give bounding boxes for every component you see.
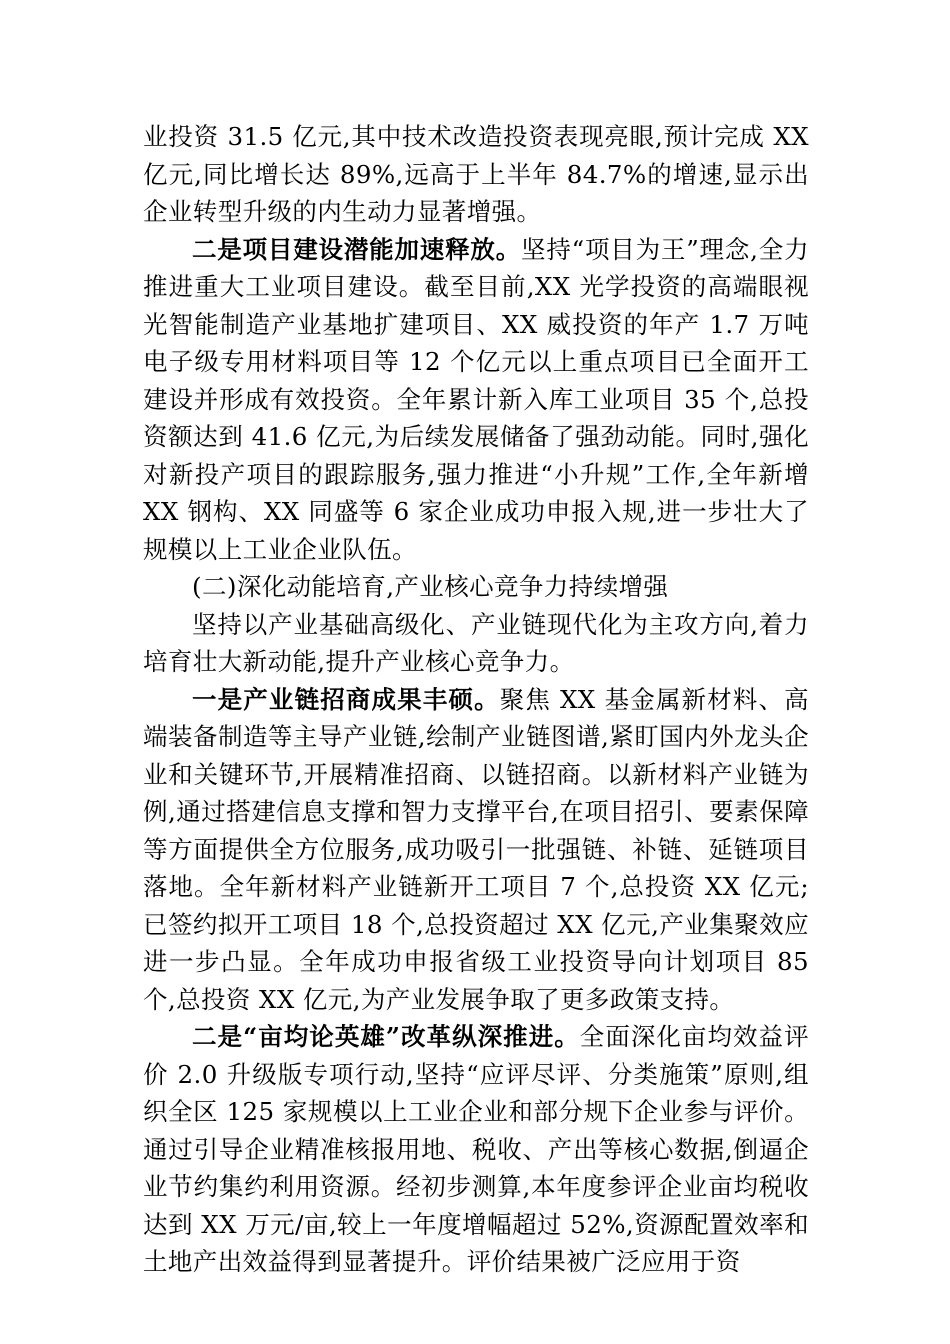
paragraph-industrial-investment: [143, 118, 809, 231]
paragraph-text: 业投资 31.5 亿元,其中技术改造投资表现亮眼,预计完成 XX 亿元,同比增长达 89%,远高于上半年 84.7%的增速,显示出企业转型升级的内生动力显著增强。: [143, 122, 809, 226]
document-body: [143, 118, 809, 1281]
paragraph-section-intro: [143, 606, 809, 681]
paragraph-text: 聚焦 XX 基金属新材料、高端装备制造等主导产业链,绘制产业链图谱,紧盯国内外龙头企业和关键环节,开展精准招商、以链招商。以新材料产业链为例,通过搭建信息支撑和智力支撑平台,在项目招引、要素保障等方面提供全方位服务,成功吸引一批强链、补链、延链项目落地。全年新材料产业链新开工项目 7 个,总投资 XX 亿元;已签约拟开工项目 18 个,总投资超过 XX 亿元,产业集聚效应进一步凸显。全年成功申报省级工业投资导向计划项目 85 个,总投资 XX 亿元,为产业发展争取了更多政策支持。: [143, 684, 809, 1014]
section-heading: [143, 568, 809, 606]
paragraph-project-construction: [143, 231, 809, 569]
paragraph-text: 坚持以产业基础高级化、产业链现代化为主攻方向,着力培育壮大新动能,提升产业核心竞争力。: [143, 609, 809, 676]
paragraph-lead-heading: 二是项目建设潜能加速释放。: [192, 234, 522, 264]
paragraph-lead-heading: 一是产业链招商成果丰硕。: [192, 684, 500, 714]
paragraph-lead-heading: 二是“亩均论英雄”改革纵深推进。: [192, 1022, 580, 1051]
paragraph-mu-reform: [143, 1018, 809, 1281]
paragraph-text: 坚持“项目为王”理念,全力推进重大工业项目建设。截至目前,XX 光学投资的高端眼视光智能制造产业基地扩建项目、XX 威投资的年产 1.7 万吨电子级专用材料项目等 12 个亿元以上重点项目已全面开工建设并形成有效投资。全年累计新入库工业项目 35 个,总投资额达到 41.6 亿元,为后续发展储备了强劲动能。同时,强化对新投产项目的跟踪服务,强力推进“小升规”工作,全年新增 XX 钢构、XX 同盛等 6 家企业成功申报入规,进一步壮大了规模以上工业企业队伍。: [143, 234, 809, 564]
paragraph-industry-chain: [143, 681, 809, 1019]
section-heading-text: (二)深化动能培育,产业核心竞争力持续增强: [192, 572, 669, 601]
paragraph-text: 全面深化亩均效益评价 2.0 升级版专项行动,坚持“应评尽评、分类施策”原则,组织全区 125 家规模以上工业企业和部分规下企业参与评价。通过引导企业精准核报用地、税收、产出等核心数据,倒逼企业节约集约利用资源。经初步测算,本年度参评企业亩均税收达到 XX 万元/亩,较上一年度增幅超过 52%,资源配置效率和土地产出效益得到显著提升。评价结果被广泛应用于资: [143, 1022, 809, 1276]
